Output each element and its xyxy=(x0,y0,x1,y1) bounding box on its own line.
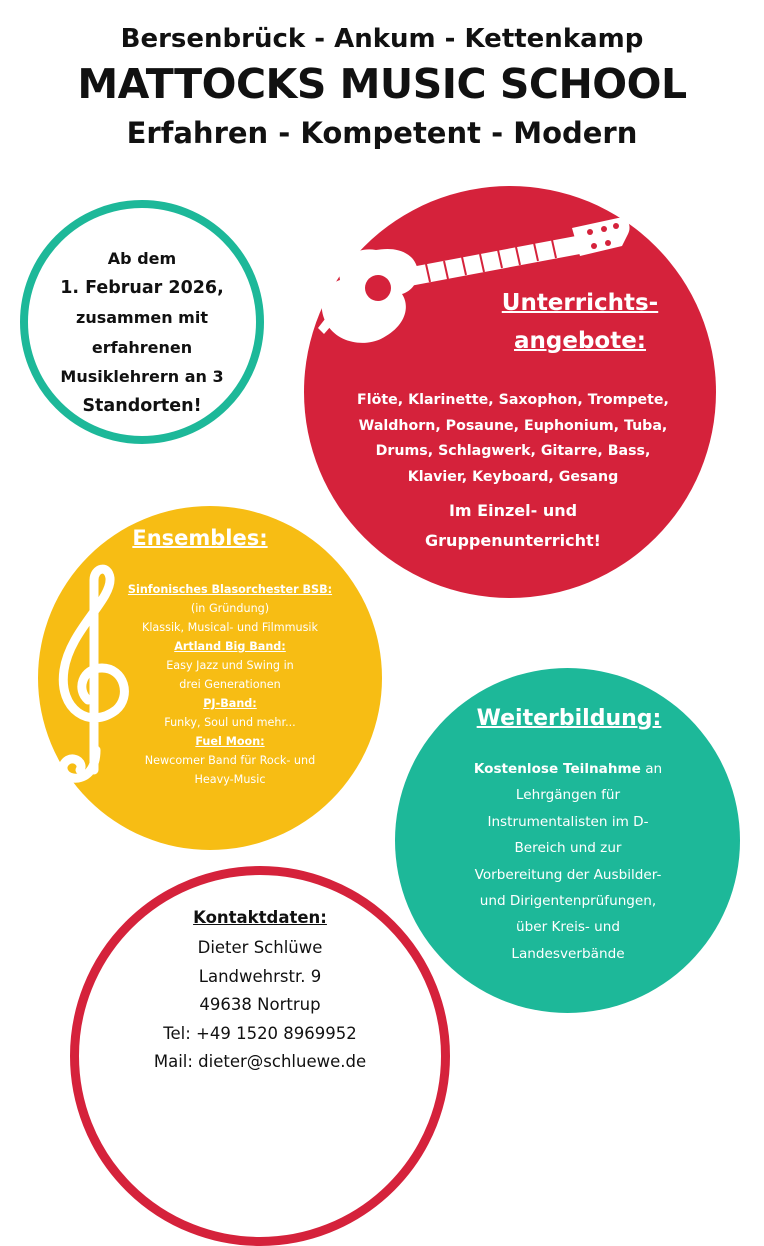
lessons-title-line: angebote: xyxy=(513,328,646,354)
ensemble-desc: Funky, Soul und mehr... xyxy=(164,716,296,729)
ensemble-desc: Newcomer Band für Rock- und xyxy=(144,754,316,767)
ensemble-desc: Easy Jazz und Swing in xyxy=(166,659,294,672)
wb-line: Landesverbände xyxy=(511,945,625,962)
list-item: Klavier, Keyboard, Gesang xyxy=(407,468,619,485)
tagline: Erfahren - Kompetent - Modern xyxy=(126,116,638,150)
contact-city: 49638 Nortrup xyxy=(199,995,321,1014)
wb-line: Lehrgängen für xyxy=(515,787,621,804)
weiterbildung-title: Weiterbildung: xyxy=(476,706,662,731)
wb-line: Vorbereitung der Ausbilder- xyxy=(474,866,662,883)
weiterbildung-text xyxy=(432,756,704,967)
ensemble-desc: (in Gründung) xyxy=(190,602,270,615)
list-item: Flöte, Klarinette, Saxophon, Trompete, xyxy=(357,392,669,408)
lessons-note xyxy=(350,496,676,556)
wb-line: Bereich und zur xyxy=(514,840,622,857)
list-item: Drums, Schlagwerk, Gitarre, Bass, xyxy=(375,443,651,459)
start-line: Musiklehrern an 3 xyxy=(60,367,224,386)
start-info xyxy=(40,244,244,421)
wb-bold: Kostenlose Teilnahme xyxy=(473,761,641,777)
lessons-title-line: Unterrichts- xyxy=(501,290,659,316)
towns-heading: Bersenbrück - Ankum - Kettenkamp xyxy=(120,24,644,54)
ensembles-title: Ensembles: xyxy=(132,526,268,550)
ensemble-name: PJ-Band: xyxy=(203,697,257,710)
lessons-instrument-list xyxy=(336,388,690,490)
start-date: 1. Februar 2026, xyxy=(60,277,224,298)
wb-rest: an xyxy=(640,761,663,777)
wb-line: und Dirigentenprüfungen, xyxy=(479,893,657,910)
ensemble-desc: drei Generationen xyxy=(179,678,281,691)
start-line: Standorten! xyxy=(82,395,202,416)
ensemble-name: Sinfonisches Blasorchester BSB: xyxy=(127,583,333,596)
contact-phone: Tel: +49 1520 8969952 xyxy=(163,1023,357,1043)
lessons-title xyxy=(460,284,700,360)
contact-name: Dieter Schlüwe xyxy=(197,938,323,957)
wb-line: über Kreis- und xyxy=(515,919,621,936)
note-line: Im Einzel- und xyxy=(448,501,578,520)
start-line: Ab dem xyxy=(107,249,177,268)
ensemble-desc: Klassik, Musical- und Filmmusik xyxy=(141,621,319,634)
contact-details xyxy=(120,934,400,1077)
wb-line: Instrumentalisten im D- xyxy=(487,813,649,830)
list-item: Waldhorn, Posaune, Euphonium, Tuba, xyxy=(358,417,668,434)
ensemble-name: Fuel Moon: xyxy=(195,735,265,748)
wb-line xyxy=(432,756,704,782)
note-line: Gruppenunterricht! xyxy=(425,531,601,550)
contact-mail: Mail: dieter@schluewe.de xyxy=(153,1052,367,1071)
start-line: erfahrenen xyxy=(91,337,193,357)
school-title: MATTOCKS MUSIC SCHOOL xyxy=(77,60,687,108)
ensembles-list xyxy=(110,580,350,789)
contact-street: Landwehrstr. 9 xyxy=(198,966,322,986)
contact-title: Kontaktdaten: xyxy=(193,908,327,927)
ensemble-desc: Heavy-Music xyxy=(194,773,266,786)
ensemble-name: Artland Big Band: xyxy=(174,640,286,653)
start-line: zusammen mit xyxy=(76,308,208,327)
